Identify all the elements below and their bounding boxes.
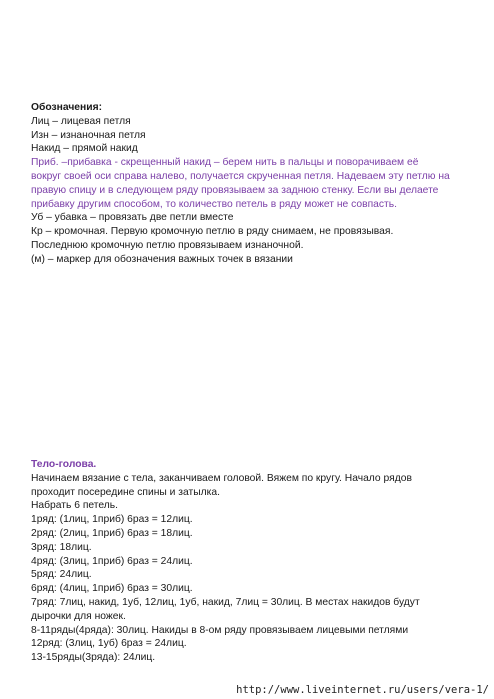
row-instruction: 13-15ряды(3ряда): 24лиц. xyxy=(31,652,156,664)
legend-item: Накид – прямой накид xyxy=(31,143,138,155)
legend-item-highlighted: Приб. –прибавка - скрещенный накид – берем нить в пальцы и поворачиваем её xyxy=(31,157,419,169)
row-instruction: 1ряд: (1лиц, 1приб) 6раз = 12лиц. xyxy=(31,514,193,526)
section-heading: Тело-голова. xyxy=(31,459,97,470)
legend-item-highlighted: прибавку другим способом, то количество петель в ряду может не совпасть. xyxy=(31,198,397,210)
legend-heading: Обозначения: xyxy=(31,102,103,113)
row-instruction: 3ряд: 18лиц. xyxy=(31,541,92,553)
legend-item: Кр – кромочная. Первую кромочную петлю в ряду снимаем, не провязывая. xyxy=(31,226,394,238)
source-url-watermark: http://www.liveinternet.ru/users/vera-1/ xyxy=(233,684,492,696)
row-instruction: 4ряд: (3лиц, 1приб) 6раз = 24лиц. xyxy=(31,555,193,567)
instruction-line: Начинаем вязание с тела, заканчиваем головой. Вяжем по кругу. Начало рядов xyxy=(31,472,412,484)
instruction-line: проходит посередине спины и затылка. xyxy=(31,486,220,498)
legend-item-highlighted: вокруг своей оси справа налево, получается скрученная петля. Надеваем эту петлю на xyxy=(31,170,450,182)
legend-item: Уб – убавка – провязать две петли вместе xyxy=(31,212,234,224)
legend-item-highlighted: правую спицу и в следующем ряду провязываем за заднюю стенку. Если вы делаете xyxy=(31,184,439,196)
legend-section xyxy=(31,101,471,267)
legend-item: Изн – изнаночная петля xyxy=(31,129,146,141)
row-instruction: 8-11ряды(4ряда): 30лиц. Накиды в 8-ом ряду провязываем лицевыми петлями xyxy=(31,624,409,636)
instruction-line: Набрать 6 петель. xyxy=(31,500,118,512)
row-instruction: 5ряд: 24лиц. xyxy=(31,569,92,581)
row-instruction: 12ряд: (3лиц, 1уб) 6раз = 24лиц. xyxy=(31,638,187,650)
row-instruction: 2ряд: (2лиц, 1приб) 6раз = 18лиц. xyxy=(31,527,193,539)
body-head-section xyxy=(31,458,471,665)
legend-item: Последнюю кромочную петлю провязываем изнаночной. xyxy=(31,239,304,251)
row-instruction: 6ряд: (4лиц, 1приб) 6раз = 30лиц. xyxy=(31,583,193,595)
row-instruction: 7ряд: 7лиц, накид, 1уб, 12лиц, 1уб, накид, 7лиц = 30лиц. В местах накидов будут xyxy=(31,596,420,608)
legend-item: (м) – маркер для обозначения важных точек в вязании xyxy=(31,253,293,265)
row-instruction: дырочки для ножек. xyxy=(31,610,126,622)
legend-item: Лиц – лицевая петля xyxy=(31,115,131,127)
